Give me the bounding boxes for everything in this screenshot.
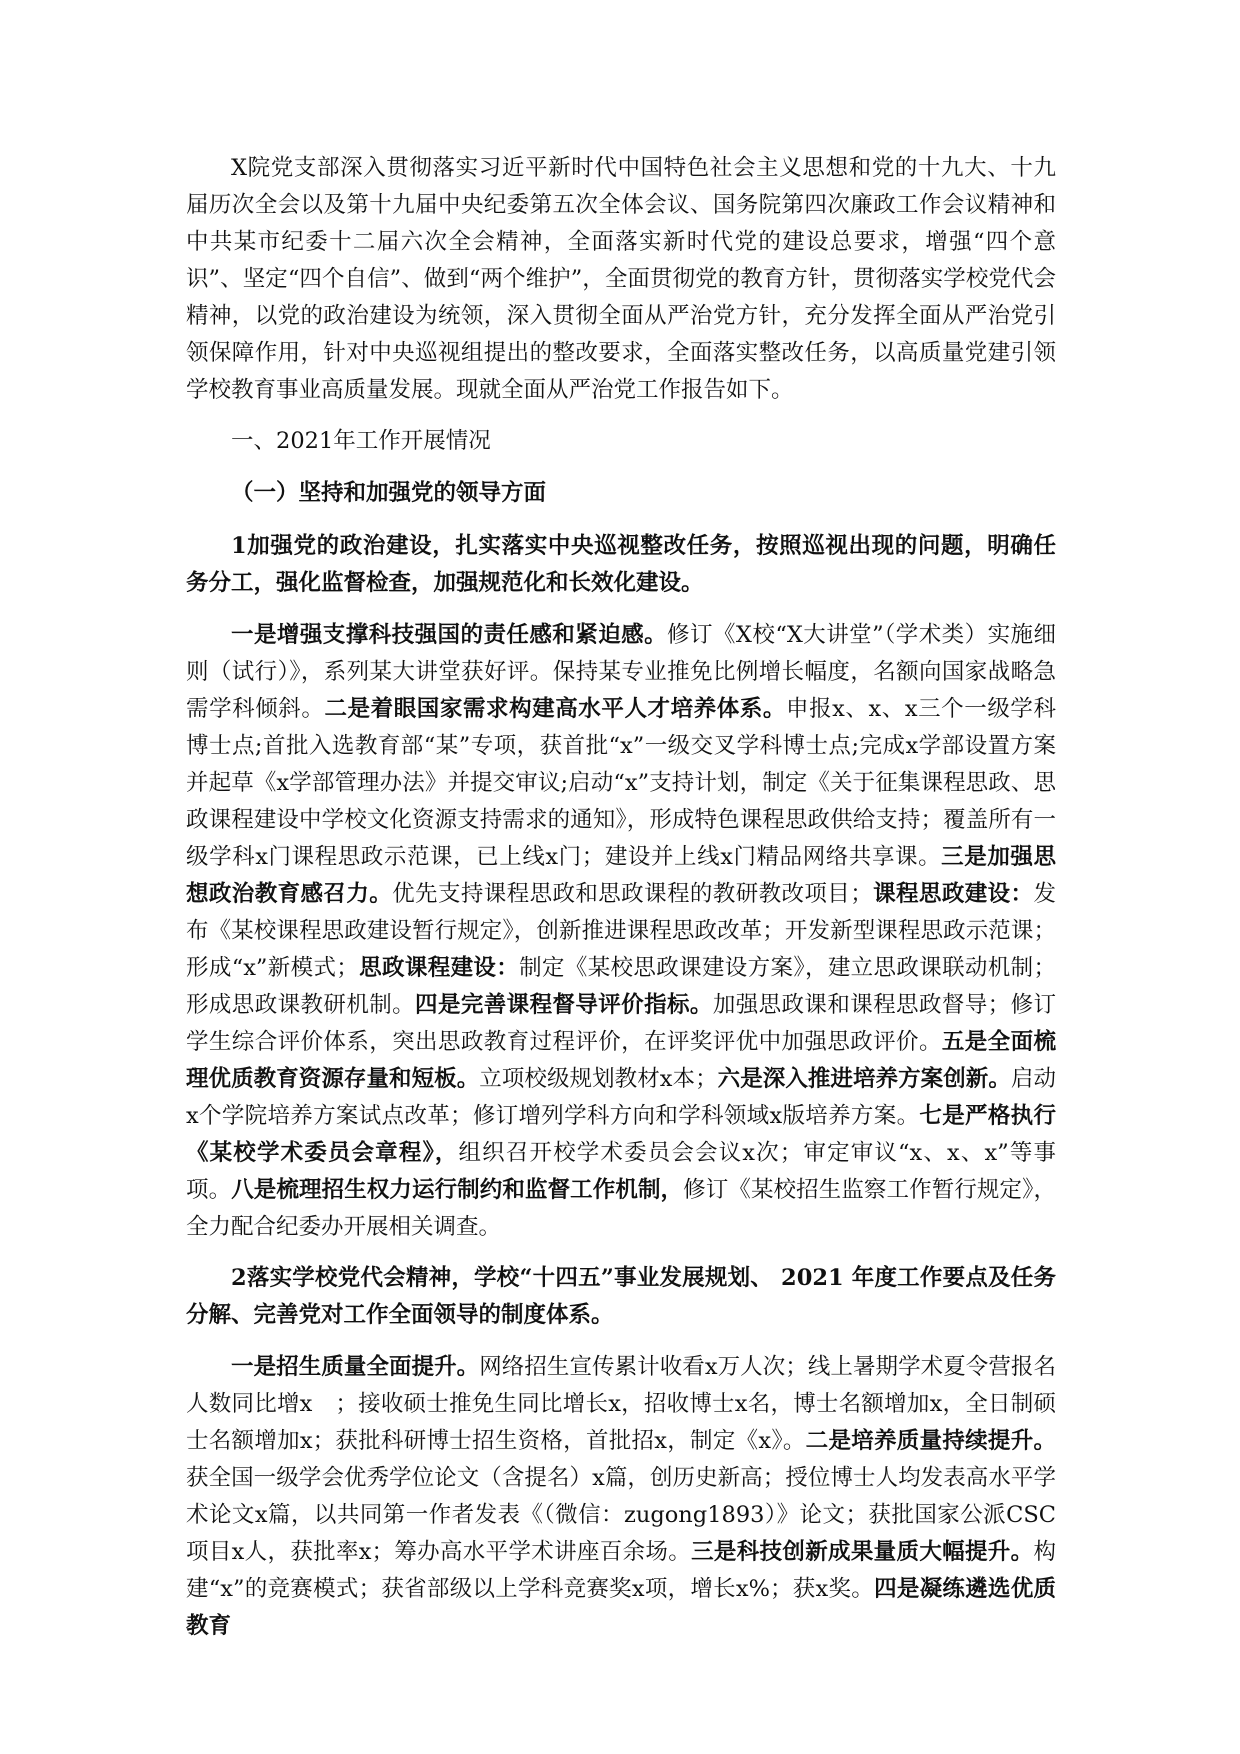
body-text: 启动x个学院培养方案试点改革；修订增列学科方向和学科领域x版培养方案。 xyxy=(186,1066,1056,1129)
document-page xyxy=(186,150,1056,1659)
intro-paragraph: X院党支部深入贯彻落实习近平新时代中国特色社会主义思想和党的十九大、十九届历次全会以及第十九届中央纪委第五次全体会议、国务院第四次廉政工作会议精神和中共某市纪委十二届六次全会精神，全面落实新时代党的建设总要求，增强“四个意识”、坚定“四个自信”、做到“两个维护”，全面贯彻党的教育方针，贯彻落实学校党代会精神，以党的政治建设为统领，深入贯彻全面从严治党方针，充分发挥全面从严治党引领保障作用，针对中央巡视组提出的整改要求，全面落实整改任务，以高质量党建引领学校教育事业高质量发展。现就全面从严治党工作报告如下。 xyxy=(186,155,1056,403)
body-text: 修订《某校招生监察工作暂行规定》，全力配合纪委办开展相关调查。 xyxy=(186,1177,1056,1240)
item-1-heading: 1加强党的政治建设，扎实落实中央巡视整改任务，按照巡视出现的问题，明确任务分工，强化监督检查，加强规范化和长效化建设。 xyxy=(186,533,1056,596)
bold-phrase: 五是全面梳理优质教育资源存量和短板。 xyxy=(186,1029,1056,1092)
body-text: 立项校级规划教材x本； xyxy=(479,1066,718,1092)
bold-phrase: 四是凝练遴选优质教育 xyxy=(186,1576,1056,1639)
body-text: 制定《某校思政课建设方案》，建立思政课联动机制；形成思政课教研机制。 xyxy=(186,955,1056,1018)
body-text: 加强思政课和课程思政督导；修订学生综合评价体系，突出思政教育过程评价，在评奖评优中加强思政评价。 xyxy=(186,992,1056,1055)
bold-phrase: 三是加强思想政治教育感召力。 xyxy=(186,844,1056,907)
bold-phrase: 课程思政建设： xyxy=(872,881,1034,907)
body-text: 优先支持课程思政和思政课程的教研教改项目； xyxy=(392,881,873,907)
bold-phrase: 四是完善课程督导评价指标。 xyxy=(415,992,713,1018)
bold-phrase: 二是培养质量持续提升。 xyxy=(805,1428,1056,1454)
bold-phrase: 二是着眼国家需求构建高水平人才培养体系。 xyxy=(324,696,786,722)
bold-phrase: 一是招生质量全面提升。 xyxy=(231,1354,480,1380)
bold-phrase: 七是严格执行《某校学术委员会章程》， xyxy=(186,1103,1056,1166)
subsection-heading: （一）坚持和加强党的领导方面 xyxy=(231,480,547,506)
body-text: 修订《X校“X大讲堂”（学术类）实施细则（试行）》，系列某大讲堂获好评。保持某专业推免比例增长幅度，名额向国家战略急需学科倾斜。 xyxy=(186,622,1056,722)
body-text: 网络招生宣传累计收看x万人次；线上暑期学术夏令营报名人数同比增x ；接收硕士推免生同比增长x，招收博士x名，博士名额增加x，全日制硕士名额增加x；获批科研博士招生资格，首批招x，制定《x》。 xyxy=(186,1354,1056,1454)
body-text: 组织召开校学术委员会会议x次；审定审议“x、x、x”等事项。 xyxy=(186,1140,1056,1203)
body-text: 发布《某校课程思政建设暂行规定》，创新推进课程思政改革；开发新型课程思政示范课；形成“x”新模式； xyxy=(186,881,1056,981)
bold-phrase: 思政课程建设： xyxy=(358,955,520,981)
item-2-paragraph xyxy=(186,1349,1056,1645)
body-text: 申报x、x、x三个一级学科博士点;首批入选教育部“某”专项，获首批“x”一级交叉学科博士点;完成x学部设置方案并起草《x学部管理办法》并提交审议;启动“x”支持计划，制定《关于征集课程思政、思政课程建设中学校文化资源支持需求的通知》，形成特色课程思政供给支持；覆盖所有一级学科x门课程思政示范课，已上线x门；建设并上线x门精品网络共享课。 xyxy=(186,696,1056,870)
bold-phrase: 三是科技创新成果量质大幅提升。 xyxy=(691,1539,1034,1565)
body-text: 获全国一级学会优秀学位论文（含提名）x篇，创历史新高；授位博士人均发表高水平学术论文x篇，以共同第一作者发表《（微信：zugong1893）》论文；获批国家公派CSC项目x人，获批率x；筹办高水平学术讲座百余场。 xyxy=(186,1465,1056,1565)
item-2-heading: 2落实学校党代会精神，学校“十四五”事业发展规划、 2021 年度工作要点及任务分解、完善党对工作全面领导的制度体系。 xyxy=(186,1265,1056,1328)
section-heading: 一、2021年工作开展情况 xyxy=(231,428,491,454)
bold-phrase: 八是梳理招生权力运行制约和监督工作机制， xyxy=(231,1177,684,1203)
bold-phrase: 一是增强支撑科技强国的责任感和紧迫感。 xyxy=(231,622,668,648)
body-text: 构建“x”的竞赛模式；获省部级以上学科竞赛奖x项，增长x%；获x奖。 xyxy=(186,1539,1056,1602)
bold-phrase: 六是深入推进培养方案创新。 xyxy=(717,1066,1011,1092)
item-1-paragraph xyxy=(186,617,1056,1246)
